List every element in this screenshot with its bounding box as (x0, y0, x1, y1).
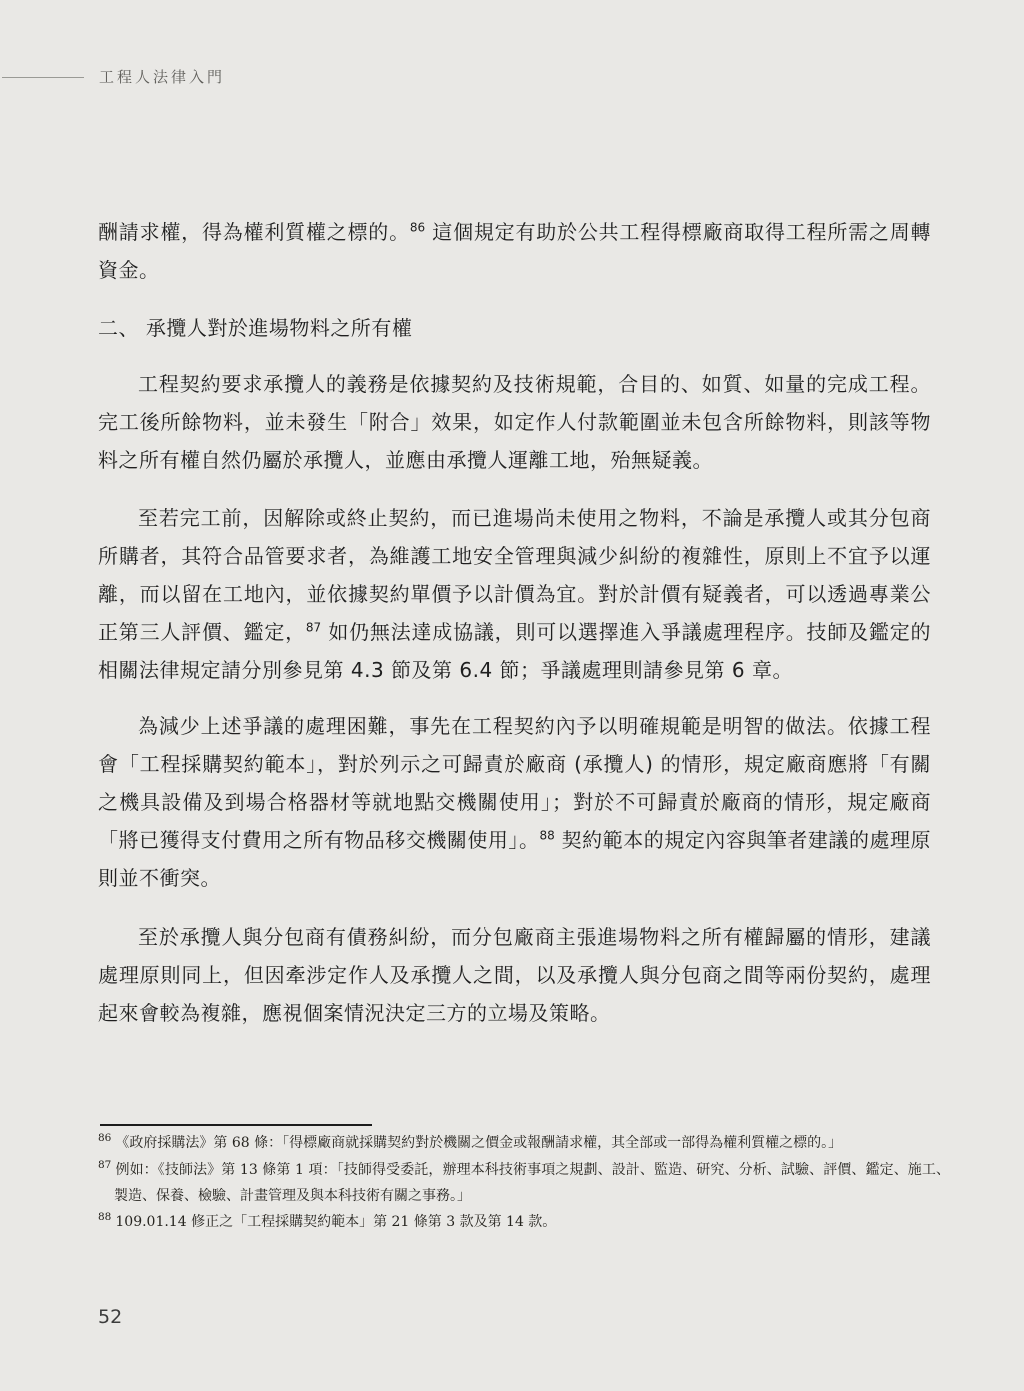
footnote (98, 1157, 950, 1209)
footnote-ref-87: 87 (305, 620, 322, 635)
running-head-rule (2, 77, 84, 78)
paragraph-text: 為減少上述爭議的處理困難，事先在工程契約內予以明確規範是明智的做法。依據工程會「工程採購契約範本」，對於列示之可歸責於廠商 (承攬人) 的情形，規定廠商應將「有關之機具設備及到場合格器材等就地點交機關使用」；對於不可歸責於廠商的情形，規定廠商「將已獲得支付費用之所有物品移交機關使用」。 (98, 714, 931, 852)
paragraph (98, 918, 931, 1032)
paragraph-text: 工程契約要求承攬人的義務是依據契約及技術規範，合目的、如質、如量的完成工程。完工後所餘物料，並未發生「附合」效果，如定作人付款範圍並未包含所餘物料，則該等物料之所有權自然仍屬於承攬人，並應由承攬人運離工地，殆無疑義。 (98, 372, 931, 472)
paragraph-text: 酬請求權，得為權利質權之標的。 (98, 220, 410, 244)
paragraph-text: 這個規定有助於公共工程得標廠商取得工程所需之周轉資金。 (98, 220, 932, 282)
paragraph-text: 如仍無法達成協議，則可以選擇進入爭議處理程序。技師及鑑定的相關法律規定請分別參見第 4.3 節及第 6.4 節；爭議處理則請參見第 6 章。 (98, 620, 932, 682)
footnote-ref-86: 86 (409, 220, 426, 235)
footnote (98, 1209, 950, 1235)
paragraph (98, 365, 931, 479)
footnote (98, 1130, 950, 1156)
paragraph (98, 707, 931, 897)
footnote-ref-88: 88 (539, 828, 555, 843)
footnote-text: 《政府採購法》第 68 條：「得標廠商就採購契約對於機關之價金或報酬請求權，其全部或一部得為權利質權之標的。」 (115, 1135, 843, 1151)
section-heading: 二、 承攬人對於進場物料之所有權 (98, 316, 413, 340)
footnote-marker: 87 (98, 1159, 112, 1172)
paragraph-continuation (98, 213, 931, 289)
footnote-marker: 86 (98, 1132, 112, 1145)
footnote-marker: 88 (98, 1211, 112, 1224)
running-head-title: 工程人法律入門 (99, 68, 226, 86)
page-number: 52 (98, 1306, 123, 1328)
paragraph (98, 499, 931, 689)
paragraph-text: 至若完工前，因解除或終止契約，而已進場尚未使用之物料，不論是承攬人或其分包商所購者，其符合品管要求者，為維護工地安全管理與減少糾紛的複雜性，原則上不宜予以運離，而以留在工地內，並依據契約單價予以計價為宜。對於計價有疑義者，可以透過專業公正第三人評價、鑑定， (98, 506, 931, 644)
paragraph-text: 契約範本的規定內容與筆者建議的處理原則並不衝突。 (98, 828, 932, 890)
footnote-separator-rule (100, 1124, 372, 1126)
paragraph-text: 至於承攬人與分包商有債務糾紛，而分包廠商主張進場物料之所有權歸屬的情形，建議處理原則同上，但因牽涉定作人及承攬人之間，以及承攬人與分包商之間等兩份契約，處理起來會較為複雜，應視個案情況決定三方的立場及策略。 (98, 925, 931, 1025)
footnote-text: 例如：《技師法》第 13 條第 1 項：「技師得受委託，辦理本科技術事項之規劃、設計、監造、研究、分析、試驗、評價、鑑定、施工、製造、保養、檢驗、計畫管理及與本科技術有關之事務。」 (114, 1162, 950, 1204)
footnote-text: 109.01.14 修正之「工程採購契約範本」第 21 條第 3 款及第 14 款。 (115, 1214, 557, 1230)
